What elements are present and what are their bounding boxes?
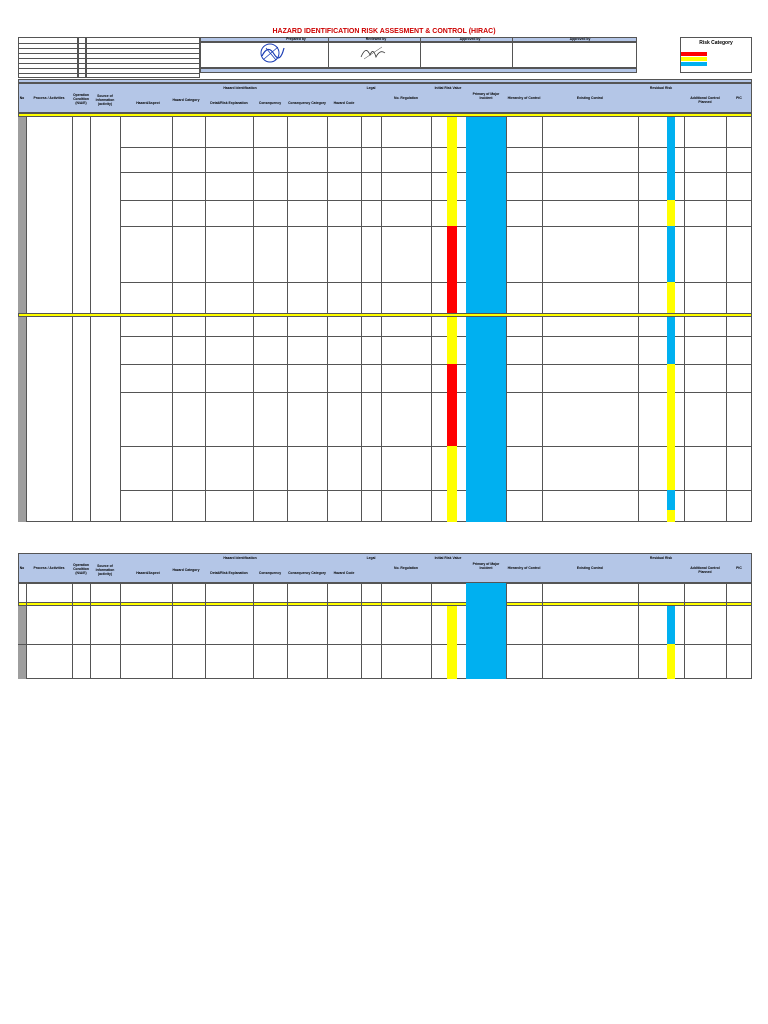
hdr-primary-major: Primary of Major Incident xyxy=(472,92,500,100)
hdr-additional-control: Additional Control Planned xyxy=(690,96,720,104)
hdr2-hazard-code: Hazard Code xyxy=(333,571,355,575)
risk-level-low xyxy=(681,62,707,66)
hdr2-legal: Legal xyxy=(366,556,376,560)
reviewed-by-label: Reviewed by xyxy=(365,37,387,41)
hdr-detail: Detail/Risk Explanation xyxy=(210,101,248,105)
hdr-hierarchy: Hierarchy of Control xyxy=(507,96,541,100)
hdr2-operation: Operation Condition (N/A/E) xyxy=(72,563,89,575)
document-title: HAZARD IDENTIFICATION RISK ASSESMENT & CONTROL (HIRAC) xyxy=(272,28,496,35)
hdr2-regulation: No. Regulation xyxy=(394,566,418,570)
hdr2-source: Source of Information (activity) xyxy=(95,564,115,576)
hdr2-process: Process / Activities xyxy=(33,566,65,570)
hdr-process: Process / Activities xyxy=(33,96,65,100)
signature-prepared xyxy=(258,42,288,64)
section-band-1 xyxy=(18,113,752,117)
hdr-hazard: Hazard/Aspect xyxy=(136,101,160,105)
hdr-hazard-category: Hazard Category xyxy=(172,98,200,102)
hdr-initial-risk: Initial Risk Value xyxy=(434,86,462,90)
risk-level-high xyxy=(681,52,707,56)
prepared-by-label: Prepared by xyxy=(286,37,306,41)
hdr2-no: No xyxy=(19,566,25,570)
hdr-consequency-category: Consequency Category xyxy=(288,101,326,105)
hdr2-initial-risk: Initial Risk Value xyxy=(434,556,462,560)
hdr-regulation: No. Regulation xyxy=(394,96,418,100)
risk-level-medium xyxy=(681,57,707,61)
risk-category-title: Risk Category xyxy=(699,40,733,46)
hdr-legal: Legal xyxy=(366,86,376,90)
section-band-2 xyxy=(18,313,752,317)
hdr-hazard-code: Hazard Code xyxy=(333,101,355,105)
hdr-consequency: Consequency xyxy=(258,101,282,105)
hdr2-consequency: Consequency xyxy=(258,571,282,575)
hdr2-additional-control: Additional Control Planned xyxy=(690,566,720,574)
hdr-existing-control: Existing Control xyxy=(576,96,604,100)
hdr-residual-risk: Residual Risk xyxy=(649,86,673,90)
hdr2-pic: PIC xyxy=(736,566,742,570)
signature-reviewed xyxy=(358,43,388,63)
hdr2-existing-control: Existing Control xyxy=(576,566,604,570)
section-band-3 xyxy=(18,602,752,606)
hdr2-hierarchy: Hierarchy of Control xyxy=(507,566,541,570)
hdr2-hazard-identification: Hazard Identification xyxy=(223,556,257,560)
hdr-pic: PIC xyxy=(736,96,742,100)
hdr2-primary-major: Primary of Major Incident xyxy=(472,562,500,570)
hdr-source: Source of Information (activity) xyxy=(95,94,115,106)
hdr2-detail: Detail/Risk Explanation xyxy=(210,571,248,575)
hdr2-hazard: Hazard/Aspect xyxy=(136,571,160,575)
approved-by-label-1: Approved by xyxy=(459,37,481,41)
hdr2-consequency-category: Consequency Category xyxy=(288,571,326,575)
hdr2-hazard-category: Hazard Category xyxy=(172,568,200,572)
approved-by-label-2: Approved by xyxy=(569,37,591,41)
hdr-operation: Operation Condition (N/A/E) xyxy=(72,93,89,105)
hdr2-residual-risk: Residual Risk xyxy=(649,556,673,560)
hdr-no: No xyxy=(19,96,25,100)
hdr-hazard-identification: Hazard Identification xyxy=(223,86,257,90)
